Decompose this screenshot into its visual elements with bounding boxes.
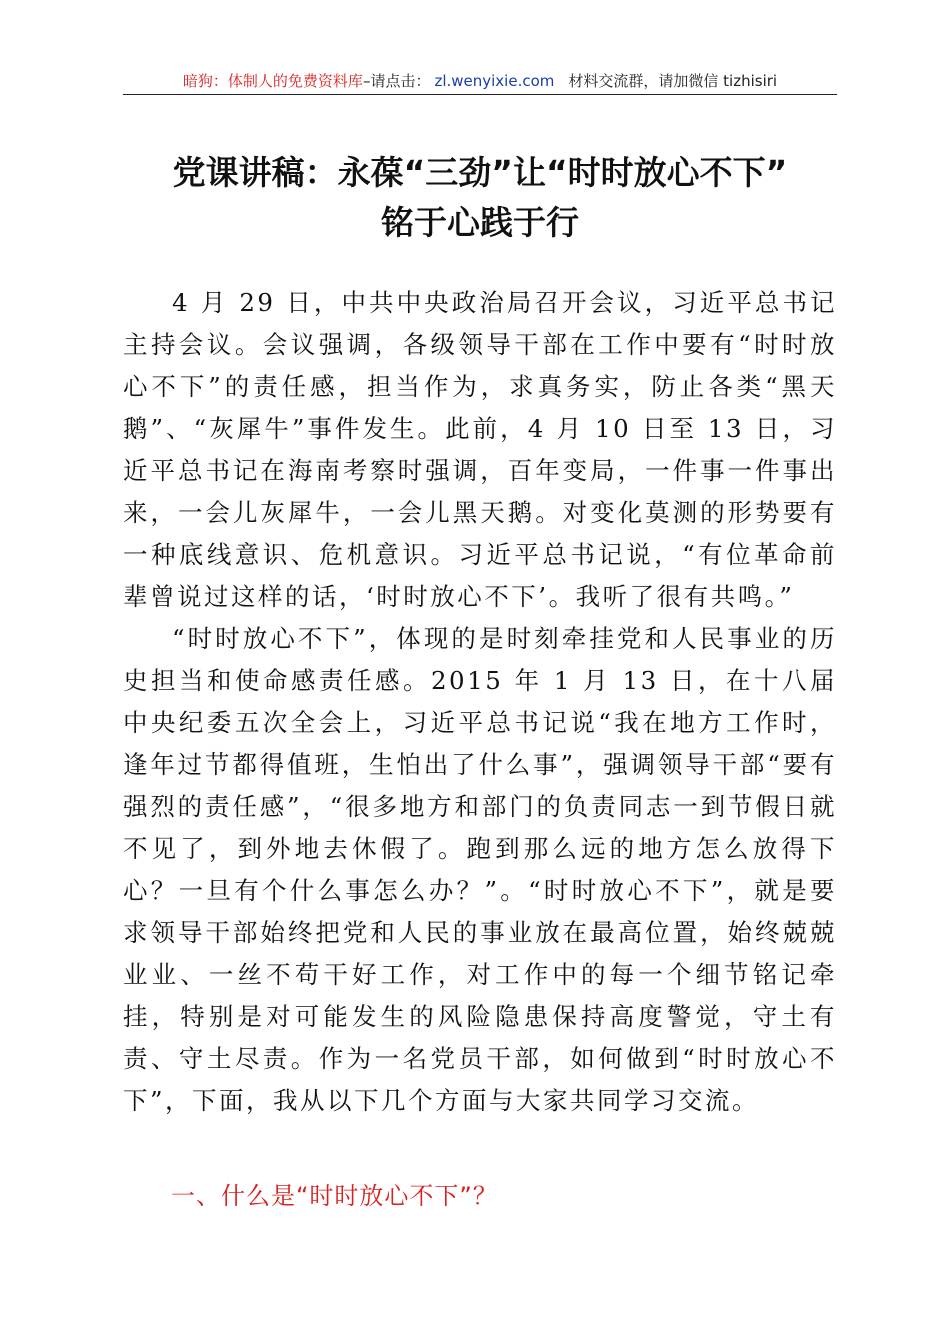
section-heading: 一、什么是“时时放心不下”？ xyxy=(171,1182,498,1210)
page-header xyxy=(123,68,837,94)
document-title xyxy=(100,148,860,248)
header-divider xyxy=(123,94,837,95)
header-click-text: –请点击： xyxy=(362,72,431,90)
paragraph-2: “时时放心不下”，体现的是时刻牵挂党和人民事业的历史担当和使命感责任感。2015 年 1 月 13 日，在十八届中央纪委五次全会上，习近平总书记说“我在地方工作时，逢年过节都得值班，生怕出了什么事”，强调领导干部“要有强烈的责任感”，“很多地方和部门的负责同志一到节假日就不见了，到外地去休假了。跑到那么远的地方怎么放得下心？一旦有个什么事怎么办？”。“时时放心不下”，就是要求领导干部始终把党和人民的事业放在最高位置，始终兢兢业业、一丝不苟干好工作，对工作中的每一个细节铭记牵挂，特别是对可能发生的风险隐患保持高度警觉，守土有责、守土尽责。作为一名党员干部，如何做到“时时放心不下”，下面，我从以下几个方面与大家共同学习交流。 xyxy=(123,624,837,1115)
header-url-link[interactable]: zl.wenyixie.com xyxy=(434,72,555,90)
document-body xyxy=(123,282,837,1122)
paragraph-1: 4 月 29 日，中共中央政治局召开会议，习近平总书记主持会议。会议强调，各级领导干部在工作中要有“时时放心不下”的责任感，担当作为，求真务实，防止各类“黑天鹅”、“灰犀牛”事件发生。此前，4 月 10 日至 13 日，习近平总书记在海南考察时强调，百年变局，一件事一件事出来，一会儿灰犀牛，一会儿黑天鹅。对变化莫测的形势要有一种底线意识、危机意识。习近平总书记说，“有位革命前辈曾说过这样的话，‘时时放心不下’。我听了很有共鸣。” xyxy=(123,288,837,611)
header-brand: 暗狗：体制人的免费资料库 xyxy=(182,72,363,90)
title-line-2: 铭于心践于行 xyxy=(381,203,579,242)
title-line-1: 党课讲稿：永葆“三劲”让“时时放心不下” xyxy=(172,153,788,192)
header-group-text: 材料交流群，请加微信 tizhisiri xyxy=(568,72,778,90)
